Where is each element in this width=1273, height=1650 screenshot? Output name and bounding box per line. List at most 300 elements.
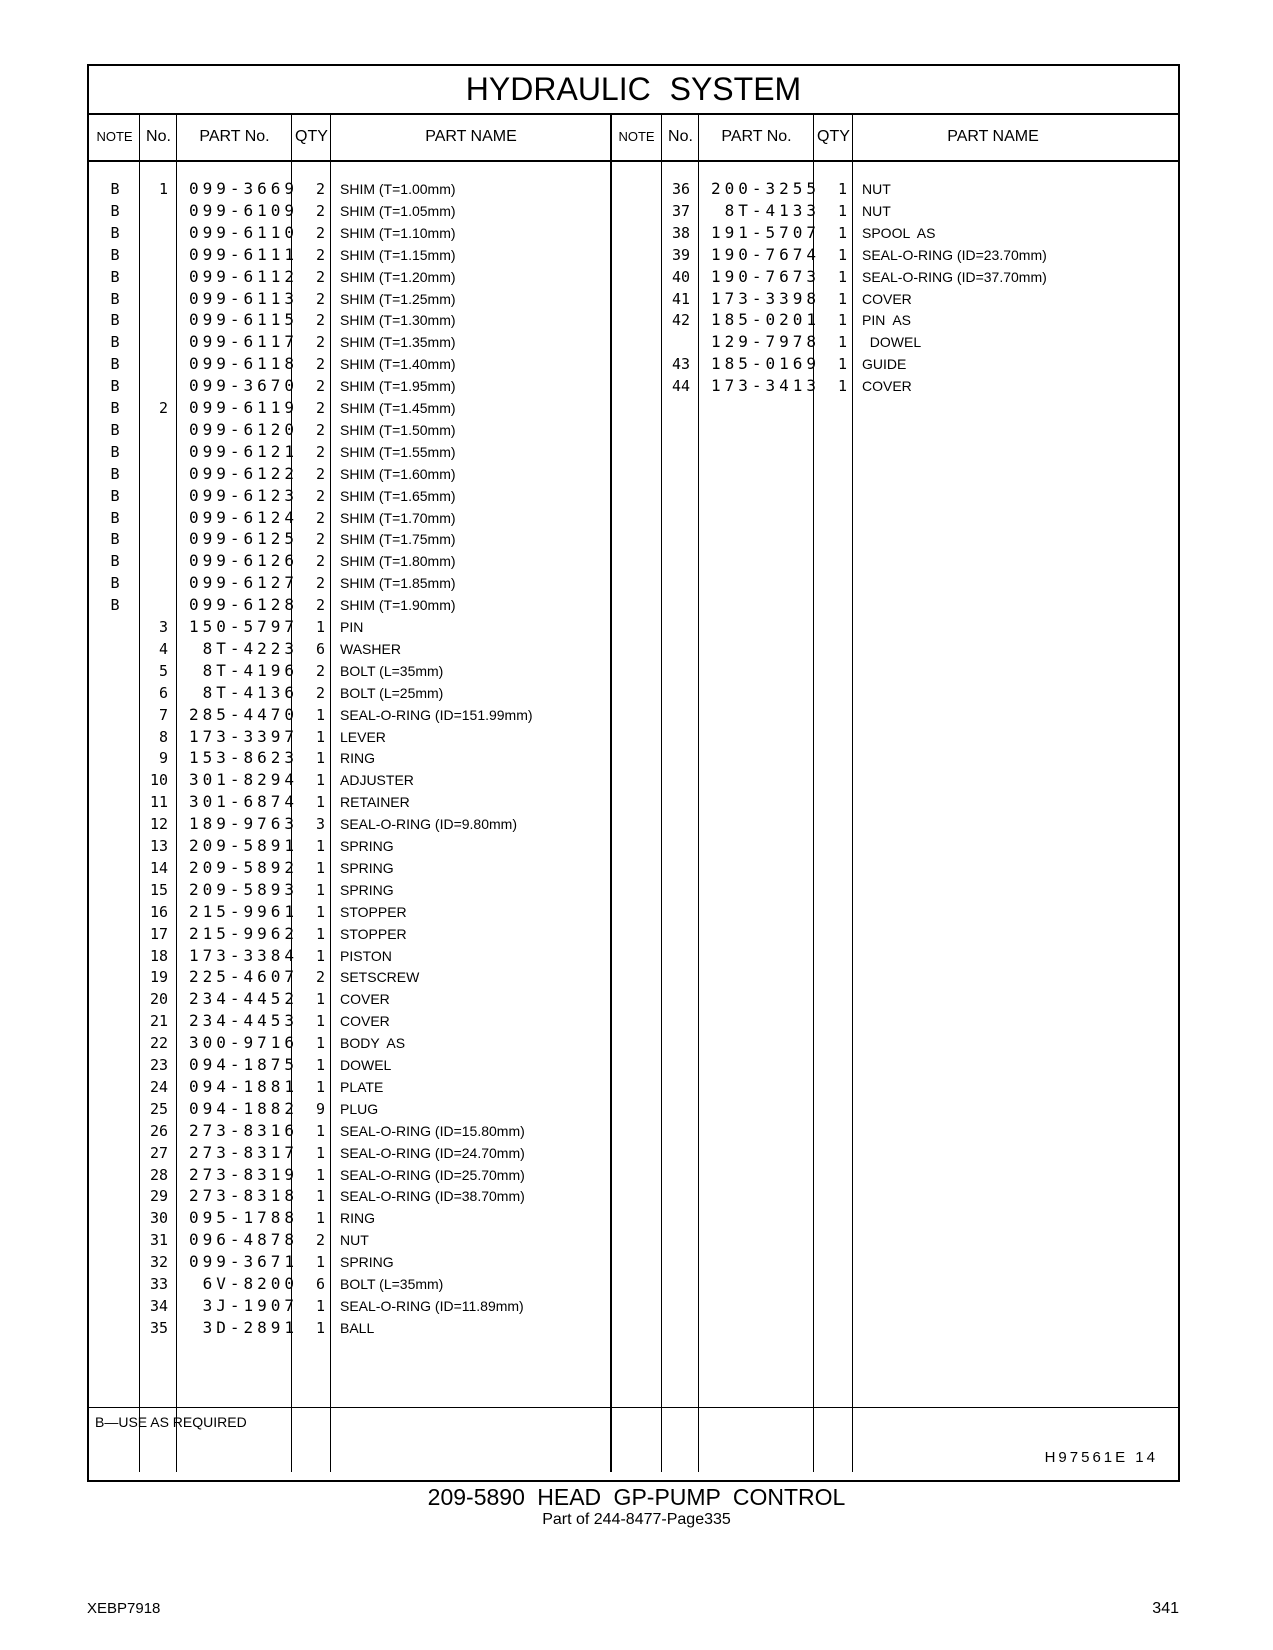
table-row — [89, 966, 610, 989]
note-cell: B — [110, 180, 120, 198]
document-reference: H97561E 14 — [1044, 1449, 1158, 1466]
item-number-cell: 5 — [158, 661, 168, 680]
assembly-subtitle: Part of 244-8477-Page335 — [542, 1511, 731, 1528]
item-number-cell: 6 — [158, 683, 168, 702]
quantity-cell: 1 — [837, 355, 847, 374]
note-cell: B — [110, 596, 120, 615]
part-name-cell: SHIM (T=1.30mm) — [340, 312, 456, 329]
part-number-cell: 8T-4133 — [711, 200, 821, 220]
note-cell: B — [110, 552, 120, 571]
item-number-cell: 21 — [149, 1012, 168, 1031]
table-row — [89, 660, 610, 683]
part-number-cell: 8T-4196 — [189, 660, 299, 680]
table-row — [89, 901, 610, 924]
part-name-cell: DOWEL — [340, 1057, 392, 1073]
item-number-cell: 40 — [671, 267, 690, 286]
quantity-cell: 1 — [837, 245, 847, 264]
quantity-cell: 1 — [315, 1318, 325, 1337]
quantity-cell: 2 — [315, 486, 325, 505]
quantity-cell: 2 — [315, 201, 325, 220]
part-name-cell: SETSCREW — [340, 969, 420, 986]
item-number-cell: 16 — [149, 902, 168, 921]
quantity-cell: 2 — [315, 442, 325, 461]
item-number-cell: 34 — [149, 1296, 168, 1315]
part-number-cell: 191-5707 — [711, 222, 821, 242]
part-number-cell: 094-1881 — [189, 1076, 299, 1096]
table-row — [89, 397, 610, 420]
part-number-cell: 099-6127 — [189, 573, 299, 593]
part-name-cell: COVER — [862, 290, 912, 307]
quantity-cell: 1 — [315, 858, 325, 877]
item-number-cell: 13 — [149, 837, 168, 855]
table-row — [89, 1295, 610, 1318]
item-number-cell: 9 — [158, 749, 168, 768]
quantity-cell: 6 — [315, 639, 325, 658]
quantity-cell: 2 — [315, 333, 325, 352]
item-number-cell: 20 — [149, 990, 168, 1009]
table-row — [89, 1142, 610, 1165]
table-row — [89, 1251, 610, 1274]
item-number-cell: 8 — [158, 727, 168, 746]
note-cell: B — [110, 464, 120, 483]
quantity-cell: 1 — [315, 1296, 325, 1315]
quantity-cell: 2 — [315, 661, 325, 680]
part-name-cell: SPOOL AS — [862, 224, 936, 241]
part-name-cell: BOLT (L=35mm) — [340, 662, 444, 679]
table-row — [611, 375, 1132, 398]
quantity-cell: 2 — [315, 289, 325, 308]
quantity-cell: 1 — [315, 771, 325, 790]
item-number-cell: 2 — [158, 399, 168, 417]
table-row — [611, 309, 1132, 332]
table-row — [89, 1207, 610, 1230]
part-number-cell: 099-6111 — [189, 244, 299, 264]
quantity-cell: 1 — [837, 311, 847, 330]
part-name-cell: PIN — [340, 619, 364, 635]
item-number-cell: 31 — [149, 1231, 168, 1250]
quantity-cell: 2 — [315, 683, 325, 702]
note-cell: B — [110, 289, 120, 308]
table-row — [89, 857, 610, 880]
note-cell: B — [110, 420, 120, 439]
part-number-cell: 234-4453 — [189, 1011, 299, 1031]
part-name-cell: SHIM (T=1.80mm) — [340, 553, 456, 570]
part-number-cell: 099-3670 — [189, 376, 299, 396]
quantity-cell: 2 — [315, 508, 325, 527]
quantity-cell: 2 — [315, 377, 325, 396]
part-number-cell: 099-6126 — [189, 551, 299, 571]
part-name-cell: SPRING — [340, 838, 394, 854]
part-name-cell: SEAL-O-RING (ID=37.70mm) — [862, 268, 1047, 285]
quantity-cell: 1 — [315, 727, 325, 746]
part-number-cell: 099-6119 — [189, 398, 299, 417]
quantity-cell: 6 — [315, 1275, 325, 1293]
part-number-cell: 099-6120 — [189, 419, 299, 439]
item-number-cell: 22 — [149, 1034, 168, 1053]
part-name-cell: STOPPER — [340, 903, 407, 920]
note-cell: B — [110, 201, 120, 220]
part-name-cell: SHIM (T=1.10mm) — [340, 224, 456, 241]
part-number-cell: 173-3413 — [711, 376, 821, 396]
part-number-cell: 153-8623 — [189, 748, 299, 768]
quantity-cell: 1 — [315, 1056, 325, 1074]
part-name-cell: RING — [340, 1210, 375, 1227]
part-name-cell: STOPPER — [340, 925, 407, 942]
table-row — [89, 266, 610, 289]
part-number-cell: 273-8318 — [189, 1186, 299, 1206]
part-number-cell: 8T-4136 — [189, 682, 299, 702]
quantity-cell: 1 — [315, 705, 325, 724]
part-name-cell: SPRING — [340, 859, 394, 876]
quantity-cell: 2 — [315, 245, 325, 264]
part-name-cell: BOLT (L=25mm) — [340, 684, 444, 701]
part-name-cell: SHIM (T=1.35mm) — [340, 334, 456, 351]
part-number-cell: 095-1788 — [189, 1208, 299, 1228]
note-cell: B — [110, 486, 120, 505]
part-number-cell: 099-6110 — [189, 222, 299, 242]
note-cell: B — [110, 245, 120, 264]
item-number-cell: 38 — [671, 223, 690, 242]
table-row — [611, 178, 1132, 201]
part-number-cell: 215-9962 — [189, 923, 299, 943]
note-cell: B — [110, 508, 120, 527]
table-row — [89, 682, 610, 705]
part-number-cell: 234-4452 — [189, 989, 299, 1009]
table-row — [89, 638, 610, 661]
part-number-cell: 099-6115 — [189, 310, 299, 330]
header-partno-left: PART No. — [199, 128, 270, 145]
item-number-cell: 18 — [149, 946, 168, 965]
part-name-cell: RETAINER — [340, 794, 410, 811]
table-row — [89, 441, 610, 464]
item-number-cell: 32 — [149, 1253, 168, 1272]
quantity-cell: 1 — [315, 924, 325, 943]
quantity-cell: 1 — [315, 1077, 325, 1096]
part-name-cell: SHIM (T=1.55mm) — [340, 443, 456, 460]
item-number-cell: 44 — [671, 377, 690, 396]
part-name-cell: COVER — [340, 991, 390, 1008]
quantity-cell: 1 — [315, 749, 325, 768]
part-name-cell: NUT — [862, 181, 891, 197]
part-name-cell: BODY AS — [340, 1035, 406, 1052]
quantity-cell: 1 — [837, 267, 847, 286]
part-number-cell: 099-3671 — [189, 1252, 299, 1272]
part-number-cell: 099-6124 — [189, 507, 299, 527]
item-number-cell: 36 — [671, 180, 690, 198]
parts-table-frame — [87, 64, 1180, 1482]
item-number-cell: 35 — [149, 1318, 168, 1337]
part-number-cell: 099-6123 — [189, 485, 299, 505]
part-number-cell: 094-1882 — [189, 1098, 299, 1118]
quantity-cell: 2 — [315, 420, 325, 439]
note-cell: B — [110, 530, 120, 549]
table-row — [89, 1010, 610, 1033]
table-row — [89, 1076, 610, 1099]
quantity-cell: 2 — [315, 180, 325, 198]
table-row — [89, 331, 610, 354]
item-number-cell: 33 — [149, 1275, 168, 1293]
table-header — [89, 113, 1178, 162]
quantity-cell: 1 — [837, 377, 847, 396]
part-number-cell: 190-7674 — [711, 244, 821, 264]
quantity-cell: 2 — [315, 968, 325, 987]
part-number-cell: 301-8294 — [189, 770, 299, 790]
header-partno-right: PART No. — [721, 128, 792, 145]
item-number-cell: 11 — [149, 793, 168, 812]
part-name-cell: COVER — [862, 378, 912, 395]
table-row — [89, 1273, 610, 1296]
quantity-cell: 1 — [315, 1143, 325, 1162]
table-row — [89, 353, 610, 376]
part-name-cell: SEAL-O-RING (ID=15.80mm) — [340, 1122, 525, 1139]
part-number-cell: 8T-4223 — [189, 638, 299, 658]
quantity-cell: 1 — [837, 223, 847, 242]
table-row — [89, 507, 610, 530]
part-number-cell: 300-9716 — [189, 1033, 299, 1053]
table-row — [611, 222, 1132, 245]
quantity-cell: 2 — [315, 223, 325, 242]
table-row — [89, 485, 610, 508]
part-number-cell: 099-6109 — [189, 200, 299, 220]
part-name-cell: SEAL-O-RING (ID=11.89mm) — [340, 1297, 524, 1314]
table-row — [89, 572, 610, 595]
part-number-cell: 099-6112 — [189, 266, 299, 286]
item-number-cell: 3 — [158, 618, 168, 636]
table-row — [89, 747, 610, 770]
part-name-cell: SHIM (T=1.45mm) — [340, 400, 456, 416]
part-name-cell: SEAL-O-RING (ID=151.99mm) — [340, 706, 533, 723]
quantity-cell: 1 — [315, 1034, 325, 1053]
table-row — [89, 1098, 610, 1121]
section-title: HYDRAULIC SYSTEM — [89, 66, 1178, 115]
quantity-cell: 1 — [315, 1187, 325, 1206]
item-number-cell: 29 — [149, 1187, 168, 1206]
quantity-cell: 2 — [315, 530, 325, 549]
quantity-cell: 1 — [315, 880, 325, 899]
quantity-cell: 2 — [315, 464, 325, 483]
table-row — [89, 1229, 610, 1252]
header-note-left: NOTE — [96, 129, 133, 144]
part-name-cell: SHIM (T=1.95mm) — [340, 378, 456, 395]
part-name-cell: RING — [340, 750, 375, 767]
part-number-cell: 129-7978 — [711, 332, 821, 352]
part-name-cell: SHIM (T=1.75mm) — [340, 531, 456, 548]
note-cell: B — [110, 223, 120, 242]
quantity-cell: 1 — [315, 793, 325, 812]
item-number-cell: 10 — [149, 771, 168, 790]
part-name-cell: PIN AS — [862, 312, 912, 329]
quantity-cell: 1 — [837, 180, 847, 198]
quantity-cell: 1 — [837, 289, 847, 308]
item-number-cell: 26 — [149, 1121, 168, 1140]
item-number-cell: 24 — [149, 1077, 168, 1096]
item-number-cell: 43 — [671, 355, 690, 374]
part-name-cell: SHIM (T=1.85mm) — [340, 575, 456, 592]
part-number-cell: 6V-8200 — [189, 1274, 299, 1293]
quantity-cell: 1 — [315, 1012, 325, 1031]
table-row — [89, 528, 610, 551]
part-name-cell: SHIM (T=1.60mm) — [340, 465, 456, 482]
part-name-cell: SHIM (T=1.00mm) — [340, 181, 456, 197]
item-number-cell: 1 — [158, 180, 168, 198]
item-number-cell: 42 — [671, 311, 690, 330]
table-row — [89, 1185, 610, 1208]
table-row — [89, 1164, 610, 1187]
part-number-cell: 150-5797 — [189, 617, 299, 636]
part-name-cell: NUT — [862, 202, 891, 219]
header-partname-left: PART NAME — [425, 128, 517, 145]
part-name-cell: SPRING — [340, 881, 394, 898]
part-number-cell: 099-3669 — [189, 179, 299, 198]
item-number-cell: 17 — [149, 924, 168, 943]
table-row — [89, 704, 610, 727]
table-row — [89, 813, 610, 836]
part-name-cell: SEAL-O-RING (ID=25.70mm) — [340, 1166, 525, 1183]
part-number-cell: 273-8317 — [189, 1142, 299, 1162]
part-number-cell: 200-3255 — [711, 179, 821, 198]
item-number-cell: 19 — [149, 968, 168, 987]
part-number-cell: 185-0201 — [711, 310, 821, 330]
note-cell: B — [110, 311, 120, 330]
part-name-cell: LEVER — [340, 728, 386, 745]
part-number-cell: 096-4878 — [189, 1230, 299, 1250]
table-row — [611, 266, 1132, 289]
table-row — [89, 419, 610, 442]
item-number-cell: 4 — [158, 639, 168, 658]
page-number: 341 — [1152, 1600, 1179, 1617]
quantity-cell: 2 — [315, 1231, 325, 1250]
part-number-cell: 094-1875 — [189, 1055, 299, 1074]
quantity-cell: 1 — [315, 618, 325, 636]
part-name-cell: BOLT (L=35mm) — [340, 1276, 444, 1292]
table-row — [89, 288, 610, 311]
table-row — [89, 309, 610, 332]
part-number-cell: 099-6128 — [189, 595, 299, 615]
manual-code: XEBP7918 — [87, 1600, 161, 1617]
part-number-cell: 099-6113 — [189, 288, 299, 308]
note-cell: B — [110, 399, 120, 417]
item-number-cell: 41 — [671, 289, 690, 308]
table-row — [89, 616, 610, 639]
part-number-cell: 099-6117 — [189, 332, 299, 352]
note-cell: B — [110, 377, 120, 396]
part-name-cell: BALL — [340, 1319, 375, 1336]
item-number-cell: 28 — [149, 1165, 168, 1184]
table-row — [611, 200, 1132, 223]
table-row — [89, 594, 610, 617]
header-no-right: No. — [668, 128, 693, 145]
part-name-cell: SHIM (T=1.15mm) — [340, 246, 456, 263]
quantity-cell: 1 — [315, 1165, 325, 1184]
part-name-cell: SEAL-O-RING (ID=23.70mm) — [862, 246, 1047, 263]
table-row — [89, 769, 610, 792]
part-number-cell: 173-3398 — [711, 288, 821, 308]
part-name-cell: WASHER — [340, 640, 401, 657]
part-name-cell: NUT — [340, 1232, 369, 1249]
table-row — [89, 1032, 610, 1055]
part-number-cell: 273-8319 — [189, 1164, 299, 1184]
table-row — [89, 945, 610, 968]
item-number-cell: 12 — [149, 815, 168, 834]
part-name-cell: PLATE — [340, 1078, 384, 1095]
quantity-cell: 1 — [837, 333, 847, 352]
table-row — [89, 726, 610, 749]
part-number-cell: 215-9961 — [189, 901, 299, 921]
quantity-cell: 1 — [315, 837, 325, 855]
part-number-cell: 225-4607 — [189, 967, 299, 987]
assembly-title: 209-5890 HEAD GP-PUMP CONTROL — [427, 1484, 846, 1510]
part-name-cell: SEAL-O-RING (ID=9.80mm) — [340, 816, 517, 833]
quantity-cell: 2 — [315, 552, 325, 571]
quantity-cell: 2 — [315, 311, 325, 330]
part-name-cell: SPRING — [340, 1254, 394, 1271]
table-row — [89, 988, 610, 1011]
header-qty-left: QTY — [295, 128, 328, 145]
quantity-cell: 1 — [315, 1209, 325, 1228]
quantity-cell: 1 — [315, 990, 325, 1009]
table-row — [89, 791, 610, 814]
table-row — [89, 1317, 610, 1340]
table-row — [89, 375, 610, 398]
part-number-cell: 099-6122 — [189, 463, 299, 483]
note-legend: B—USE AS REQUIRED — [95, 1414, 247, 1430]
part-number-cell: 173-3397 — [189, 726, 299, 746]
table-row — [89, 550, 610, 573]
item-number-cell: 14 — [149, 858, 168, 877]
table-row — [89, 463, 610, 486]
quantity-cell: 2 — [315, 355, 325, 374]
quantity-cell: 2 — [315, 267, 325, 286]
part-number-cell: 185-0169 — [711, 354, 821, 374]
part-name-cell: GUIDE — [862, 356, 907, 373]
part-name-cell: SHIM (T=1.25mm) — [340, 290, 456, 307]
quantity-cell: 1 — [315, 946, 325, 965]
table-row — [89, 1120, 610, 1143]
item-number-cell: 39 — [671, 245, 690, 264]
part-number-cell: 173-3384 — [189, 945, 299, 965]
table-row — [89, 244, 610, 267]
header-note-right: NOTE — [618, 129, 655, 144]
part-name-cell: SHIM (T=1.65mm) — [340, 487, 456, 504]
table-row — [89, 200, 610, 223]
item-number-cell: 37 — [671, 201, 690, 220]
part-name-cell: SHIM (T=1.20mm) — [340, 268, 456, 285]
quantity-cell: 1 — [315, 902, 325, 921]
header-no-left: No. — [146, 128, 171, 145]
table-row — [611, 288, 1132, 311]
table-row — [89, 178, 610, 201]
item-number-cell: 23 — [149, 1056, 168, 1074]
part-number-cell: 099-6118 — [189, 354, 299, 374]
part-number-cell: 209-5892 — [189, 857, 299, 877]
table-row — [611, 353, 1132, 376]
item-number-cell: 27 — [149, 1143, 168, 1162]
header-partname-right: PART NAME — [947, 128, 1039, 145]
table-row — [89, 923, 610, 946]
table-row — [89, 1054, 610, 1077]
part-number-cell: 3D-2891 — [189, 1317, 299, 1337]
part-name-cell: ADJUSTER — [340, 772, 414, 789]
part-name-cell: PLUG — [340, 1100, 379, 1117]
quantity-cell: 3 — [315, 815, 325, 834]
note-cell: B — [110, 355, 120, 374]
part-number-cell: 099-6121 — [189, 441, 299, 461]
part-number-cell: 301-6874 — [189, 792, 299, 812]
item-number-cell: 25 — [149, 1099, 168, 1118]
table-row — [89, 835, 610, 858]
table-row — [611, 331, 1132, 354]
part-number-cell: 273-8316 — [189, 1120, 299, 1140]
